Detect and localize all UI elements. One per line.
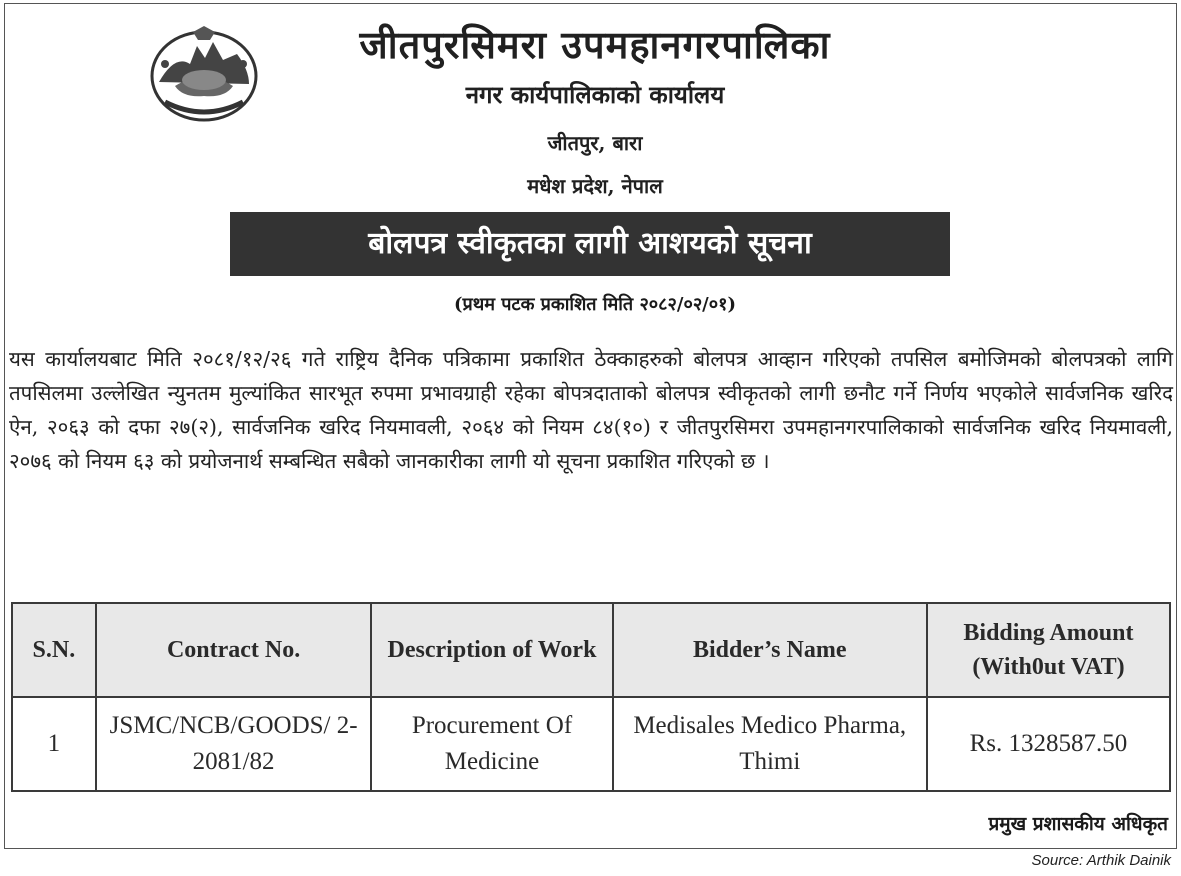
source-credit: Source: Arthik Dainik — [1031, 852, 1171, 869]
notice-title-banner: बोलपत्र स्वीकृतका लागी आशयको सूचना — [230, 212, 950, 276]
notice-body: यस कार्यालयबाट मिति २०८१/१२/२६ गते राष्ट्रिय दैनिक पत्रिकामा प्रकाशित ठेक्काहरुको बोलपत्र आव्हान गरिएको तपसिल बमोजिमको बोलपत्रको लागि तपसिलमा उल्लेखित न्युनतम मुल्यांकित सारभूत रुपमा प्रभावग्राही रहेका बोपत्रदाताको बोलपत्र स्वीकृतको लागी छनौट गर्ने निर्णय भएकोले सार्वजनिक खरिद ऐन, २०६३ को दफा २७(२), सार्वजनिक खरिद नियमावली, २०६४ को नियम ८४(१०) र जीतपुरसिमरा उपमहानगरपालिकाको सार्वजनिक खरिद नियमावली, २०७६ को नियम ६३ को प्रयोजनार्थ सम्बन्धित सबैको जानकारीका लागी यो सूचना प्रकाशित गरिएको छ । — [9, 347, 1173, 473]
header-sn: S.N. — [12, 603, 96, 697]
signatory-title: प्रमुख प्रशासकीय अधिकृत — [988, 813, 1168, 835]
award-table — [11, 602, 1171, 792]
cell-description: Procurement Of Medicine — [371, 697, 612, 791]
header-amount: Bidding Amount (With0ut VAT) — [927, 603, 1170, 697]
cell-contract: JSMC/NCB/GOODS/ 2-2081/82 — [96, 697, 372, 791]
cell-bidder: Medisales Medico Pharma, Thimi — [613, 697, 927, 791]
published-date: (प्रथम पटक प्रकाशित मिति २०८२/०२/०१) — [454, 294, 736, 315]
office-province: मधेश प्रदेश, नेपाल — [527, 174, 663, 198]
cell-amount: Rs. 1328587.50 — [927, 697, 1170, 791]
cell-sn: 1 — [12, 697, 96, 791]
header-contract: Contract No. — [96, 603, 372, 697]
header-description: Description of Work — [371, 603, 612, 697]
municipality-name: जीतपुरसिमरा उपमहानगरपालिका — [359, 22, 831, 67]
office-name: नगर कार्यपालिकाको कार्यालय — [465, 80, 725, 109]
table-row — [12, 697, 1170, 791]
office-location: जीतपुर, बारा — [547, 131, 643, 155]
header-bidder: Bidder’s Name — [613, 603, 927, 697]
notice-frame — [4, 3, 1177, 849]
table-header-row — [12, 603, 1170, 697]
